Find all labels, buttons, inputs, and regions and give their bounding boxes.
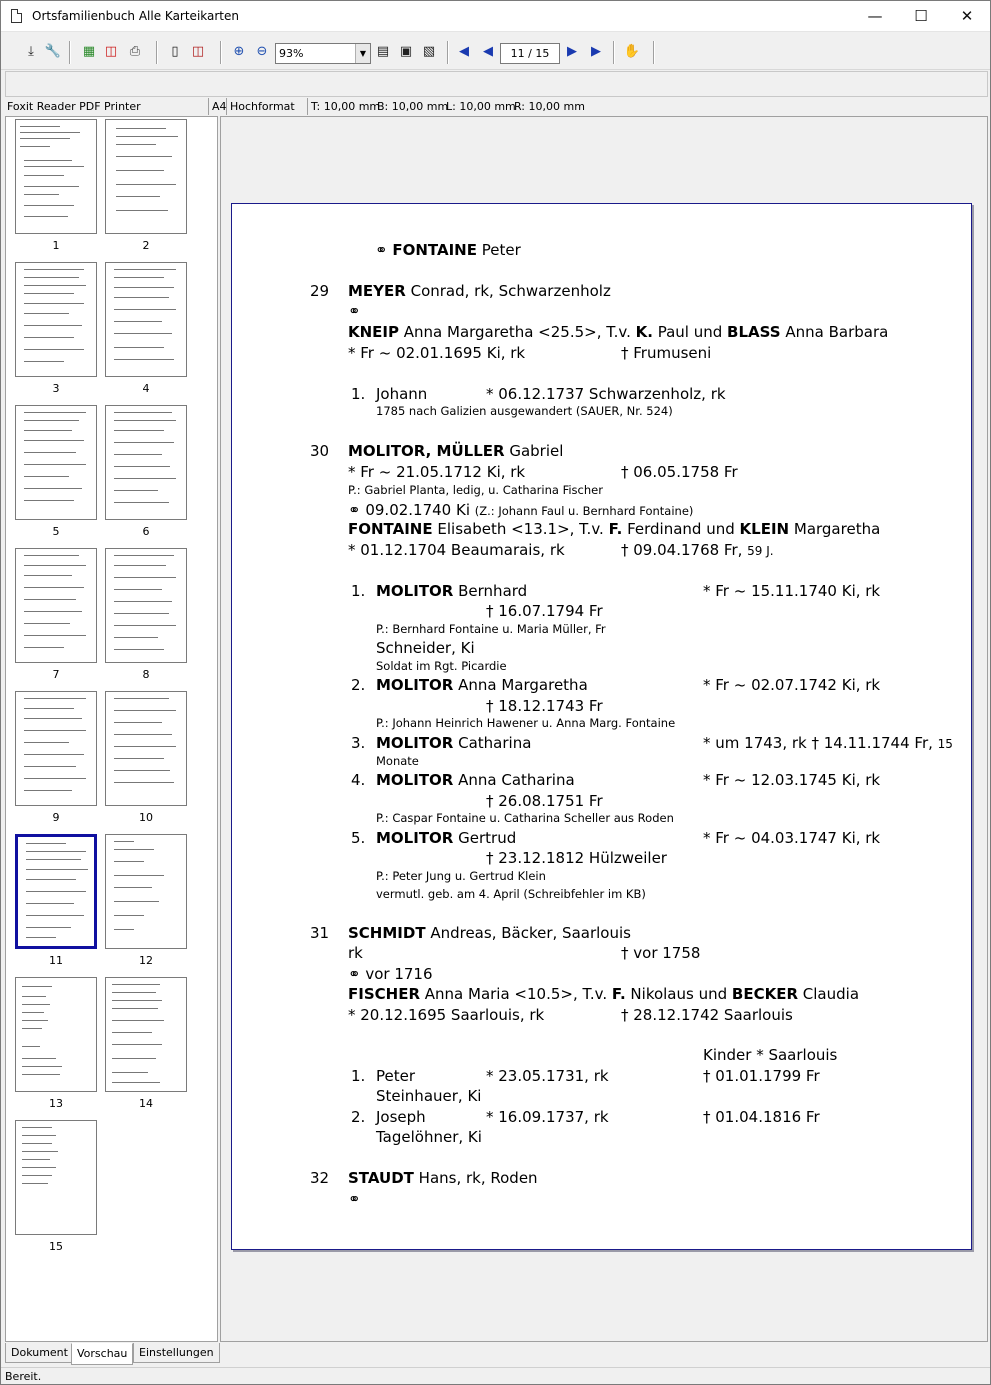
page-thumbnail[interactable] bbox=[105, 405, 187, 520]
note: P.: Bernhard Fontaine u. Maria Müller, Fr bbox=[376, 622, 606, 636]
note: vermutl. geb. am 4. April (Schreibfehler im KB) bbox=[376, 887, 646, 901]
line: † 18.12.1743 Fr bbox=[486, 697, 603, 715]
printer-info-bar bbox=[5, 98, 988, 116]
page-thumbnail[interactable] bbox=[15, 405, 97, 520]
line: * Fr ~ 21.05.1712 Ki, rk bbox=[348, 463, 526, 481]
last-page-icon[interactable]: ▶ bbox=[591, 44, 601, 59]
page-thumbnail[interactable] bbox=[105, 691, 187, 806]
bottom-tabs bbox=[5, 1343, 988, 1365]
child-number: 5. bbox=[351, 829, 366, 847]
line: † 23.12.1812 Hülzweiler bbox=[486, 849, 667, 867]
line: ⚭ FONTAINE Peter bbox=[375, 241, 521, 259]
line: Kinder * Saarlouis bbox=[703, 1046, 838, 1064]
line: † 16.07.1794 Fr bbox=[486, 602, 603, 620]
page-number-field[interactable]: 11 / 15 bbox=[500, 43, 560, 64]
line: MOLITOR, MÜLLER Gabriel bbox=[348, 442, 564, 460]
zoom-out-icon[interactable]: ⊖ bbox=[256, 44, 268, 59]
thumbnail-label: 11 bbox=[49, 954, 63, 967]
page-thumbnail-selected[interactable] bbox=[15, 834, 97, 949]
page-thumbnail[interactable] bbox=[15, 119, 97, 234]
tab-settings[interactable]: Einstellungen bbox=[133, 1343, 220, 1363]
export-icon[interactable]: ⤓ bbox=[28, 44, 34, 59]
child-name: Johann bbox=[376, 385, 428, 403]
line: * 16.09.1737, rk bbox=[486, 1108, 609, 1126]
child-number: 1. bbox=[351, 1067, 366, 1085]
note: P.: Gabriel Planta, ledig, u. Catharina Fischer bbox=[348, 483, 603, 497]
next-page-icon[interactable]: ▶ bbox=[567, 44, 577, 59]
secondary-toolbar bbox=[5, 71, 988, 97]
note: 1785 nach Galizien ausgewandert (SAUER, Nr. 524) bbox=[376, 404, 673, 418]
printer-name: Foxit Reader PDF Printer bbox=[7, 100, 141, 113]
child-name: Peter bbox=[376, 1067, 416, 1085]
page-thumbnail[interactable] bbox=[105, 119, 187, 234]
first-page-icon[interactable]: ◀ bbox=[459, 44, 469, 59]
zoom-value: 93% bbox=[279, 47, 304, 60]
child-number: 2. bbox=[351, 676, 366, 694]
page-thumbnail[interactable] bbox=[15, 1120, 97, 1235]
thumbnail-label: 15 bbox=[49, 1240, 63, 1253]
status-bar: Bereit. bbox=[1, 1367, 990, 1385]
entry-number: 30 bbox=[310, 442, 330, 460]
margin-right: R: 10,00 mm bbox=[514, 100, 585, 113]
preview-page bbox=[231, 203, 972, 1250]
line: † 06.05.1758 Fr bbox=[621, 463, 738, 481]
margin-left: L: 10,00 mm bbox=[446, 100, 516, 113]
thumbnail-label: 4 bbox=[142, 382, 150, 395]
line: * Fr ~ 12.03.1745 Ki, rk bbox=[703, 771, 881, 789]
line: † Frumuseni bbox=[621, 344, 712, 362]
child-number: 2. bbox=[351, 1108, 366, 1126]
entry-number: 29 bbox=[310, 282, 330, 300]
title-bar bbox=[1, 1, 990, 32]
toolbar-separator bbox=[653, 41, 655, 64]
thumbnail-sidebar bbox=[5, 116, 218, 1342]
child-name: MOLITOR Anna Catharina bbox=[376, 771, 575, 789]
toolbar-separator bbox=[69, 41, 71, 64]
toolbar-separator bbox=[220, 41, 222, 64]
two-page-icon[interactable]: ◫ bbox=[191, 44, 205, 59]
line: rk bbox=[348, 944, 363, 962]
line: STAUDT Hans, rk, Roden bbox=[348, 1169, 538, 1187]
chevron-down-icon[interactable]: ▼ bbox=[355, 44, 370, 63]
print-icon[interactable]: ⎙ bbox=[129, 44, 141, 59]
note: P.: Johann Heinrich Hawener u. Anna Marg. Fontaine bbox=[376, 716, 676, 730]
line: Tagelöhner, Ki bbox=[376, 1128, 482, 1146]
thumbnail-label: 6 bbox=[142, 525, 150, 538]
thumbnail-label: 3 bbox=[52, 382, 60, 395]
line: FISCHER Anna Maria <10.5>, T.v. F. Nikolaus und BECKER Claudia bbox=[348, 985, 860, 1003]
note: Soldat im Rgt. Picardie bbox=[376, 659, 507, 673]
line: * 06.12.1737 Schwarzenholz, rk bbox=[486, 385, 726, 403]
thumbnail-label: 13 bbox=[49, 1097, 63, 1110]
previous-page-icon[interactable]: ◀ bbox=[483, 44, 493, 59]
fit-page-icon[interactable]: ▣ bbox=[399, 44, 413, 59]
page-thumbnail[interactable] bbox=[15, 262, 97, 377]
toolbar bbox=[1, 32, 990, 70]
line: † 09.04.1768 Fr, 59 J. bbox=[621, 541, 774, 559]
line: Steinhauer, Ki bbox=[376, 1087, 482, 1105]
page-thumbnail[interactable] bbox=[105, 977, 187, 1092]
toolbar-separator bbox=[447, 41, 449, 64]
child-name: Joseph bbox=[376, 1108, 426, 1126]
line: † 01.04.1816 Fr bbox=[703, 1108, 820, 1126]
page-thumbnail[interactable] bbox=[15, 977, 97, 1092]
entry-number: 31 bbox=[310, 924, 330, 942]
thumbnail-label: 2 bbox=[142, 239, 150, 252]
note: P.: Caspar Fontaine u. Catharina Scheller aus Roden bbox=[376, 811, 674, 825]
line: * 20.12.1695 Saarlouis, rk bbox=[348, 1006, 545, 1024]
note: P.: Peter Jung u. Gertrud Klein bbox=[376, 869, 546, 883]
child-name: MOLITOR Anna Margaretha bbox=[376, 676, 588, 694]
line: * um 1743, rk † 14.11.1744 Fr, 15 bbox=[703, 734, 953, 752]
close-button[interactable]: ✕ bbox=[960, 7, 974, 25]
line: * 01.12.1704 Beaumarais, rk bbox=[348, 541, 565, 559]
margin-top: T: 10,00 mm bbox=[307, 98, 380, 115]
child-name: MOLITOR Bernhard bbox=[376, 582, 528, 600]
page-width-icon[interactable]: ▤ bbox=[376, 44, 390, 59]
page-content bbox=[232, 204, 971, 1249]
thumbnail-label: 14 bbox=[139, 1097, 153, 1110]
line: * Fr ~ 02.07.1742 Ki, rk bbox=[703, 676, 881, 694]
marriage-symbol: ⚭ bbox=[348, 1190, 361, 1208]
multi-page-icon[interactable]: ▧ bbox=[422, 44, 436, 59]
toolbar-separator bbox=[613, 41, 615, 64]
line: SCHMIDT Andreas, Bäcker, Saarlouis bbox=[348, 924, 631, 942]
document-icon bbox=[11, 9, 22, 23]
zoom-in-icon[interactable]: ⊕ bbox=[233, 44, 245, 59]
child-name: MOLITOR Gertrud bbox=[376, 829, 517, 847]
child-name: MOLITOR Catharina bbox=[376, 734, 532, 752]
entry-number: 32 bbox=[310, 1169, 330, 1187]
child-number: 3. bbox=[351, 734, 366, 752]
settings-wrench-icon[interactable]: 🔧 bbox=[44, 44, 62, 59]
orientation: Hochformat bbox=[226, 98, 295, 115]
toolbar-separator bbox=[156, 41, 158, 64]
line: KNEIP Anna Margaretha <25.5>, T.v. K. Paul und BLASS Anna Barbara bbox=[348, 323, 889, 341]
line: ⚭ vor 1716 bbox=[348, 965, 433, 983]
line: * Fr ~ 02.01.1695 Ki, rk bbox=[348, 344, 526, 362]
page-thumbnail[interactable] bbox=[15, 691, 97, 806]
pdf-icon[interactable]: ◫ bbox=[104, 44, 118, 59]
child-number: 4. bbox=[351, 771, 366, 789]
tab-document[interactable]: Dokument bbox=[5, 1343, 74, 1363]
hand-tool-icon[interactable]: ✋ bbox=[623, 44, 641, 59]
thumbnail-label: 9 bbox=[52, 811, 60, 824]
thumbnail-label: 7 bbox=[52, 668, 60, 681]
line: † 28.12.1742 Saarlouis bbox=[621, 1006, 793, 1024]
page-thumbnail[interactable] bbox=[105, 262, 187, 377]
window-title: Ortsfamilienbuch Alle Karteikarten bbox=[32, 9, 239, 23]
line: Schneider, Ki bbox=[376, 639, 475, 657]
line: * 23.05.1731, rk bbox=[486, 1067, 609, 1085]
tab-preview[interactable]: Vorschau bbox=[71, 1343, 133, 1365]
line: † 26.08.1751 Fr bbox=[486, 792, 603, 810]
page-thumbnail[interactable] bbox=[15, 548, 97, 663]
line: * Fr ~ 15.11.1740 Ki, rk bbox=[703, 582, 881, 600]
single-page-icon[interactable]: ▯ bbox=[171, 44, 179, 59]
line: FONTAINE Elisabeth <13.1>, T.v. F. Ferdinand und KLEIN Margaretha bbox=[348, 520, 881, 538]
marriage-symbol: ⚭ bbox=[348, 302, 361, 320]
thumbnail-label: 1 bbox=[52, 239, 60, 252]
maximize-button[interactable]: ☐ bbox=[914, 7, 928, 25]
child-number: 1. bbox=[351, 582, 366, 600]
line: ⚭ 09.02.1740 Ki (Z.: Johann Faul u. Bernhard Fontaine) bbox=[348, 501, 694, 519]
margin-bottom: B: 10,00 mm bbox=[377, 100, 449, 113]
line: † 01.01.1799 Fr bbox=[703, 1067, 820, 1085]
line: * Fr ~ 04.03.1747 Ki, rk bbox=[703, 829, 881, 847]
page-thumbnail[interactable] bbox=[105, 548, 187, 663]
thumbnail-label: 5 bbox=[52, 525, 60, 538]
line: MEYER Conrad, rk, Schwarzenholz bbox=[348, 282, 611, 300]
zoom-combo[interactable] bbox=[275, 43, 371, 64]
page-thumbnail[interactable] bbox=[105, 834, 187, 949]
minimize-button[interactable]: — bbox=[867, 7, 883, 25]
line: † vor 1758 bbox=[621, 944, 701, 962]
child-number: 1. bbox=[351, 385, 366, 403]
thumbnail-label: 8 bbox=[142, 668, 150, 681]
thumbnail-label: 10 bbox=[139, 811, 153, 824]
note: Monate bbox=[376, 754, 419, 768]
paper-size: A4 bbox=[208, 98, 227, 115]
save-icon[interactable]: ▦ bbox=[82, 44, 96, 59]
thumbnail-label: 12 bbox=[139, 954, 153, 967]
